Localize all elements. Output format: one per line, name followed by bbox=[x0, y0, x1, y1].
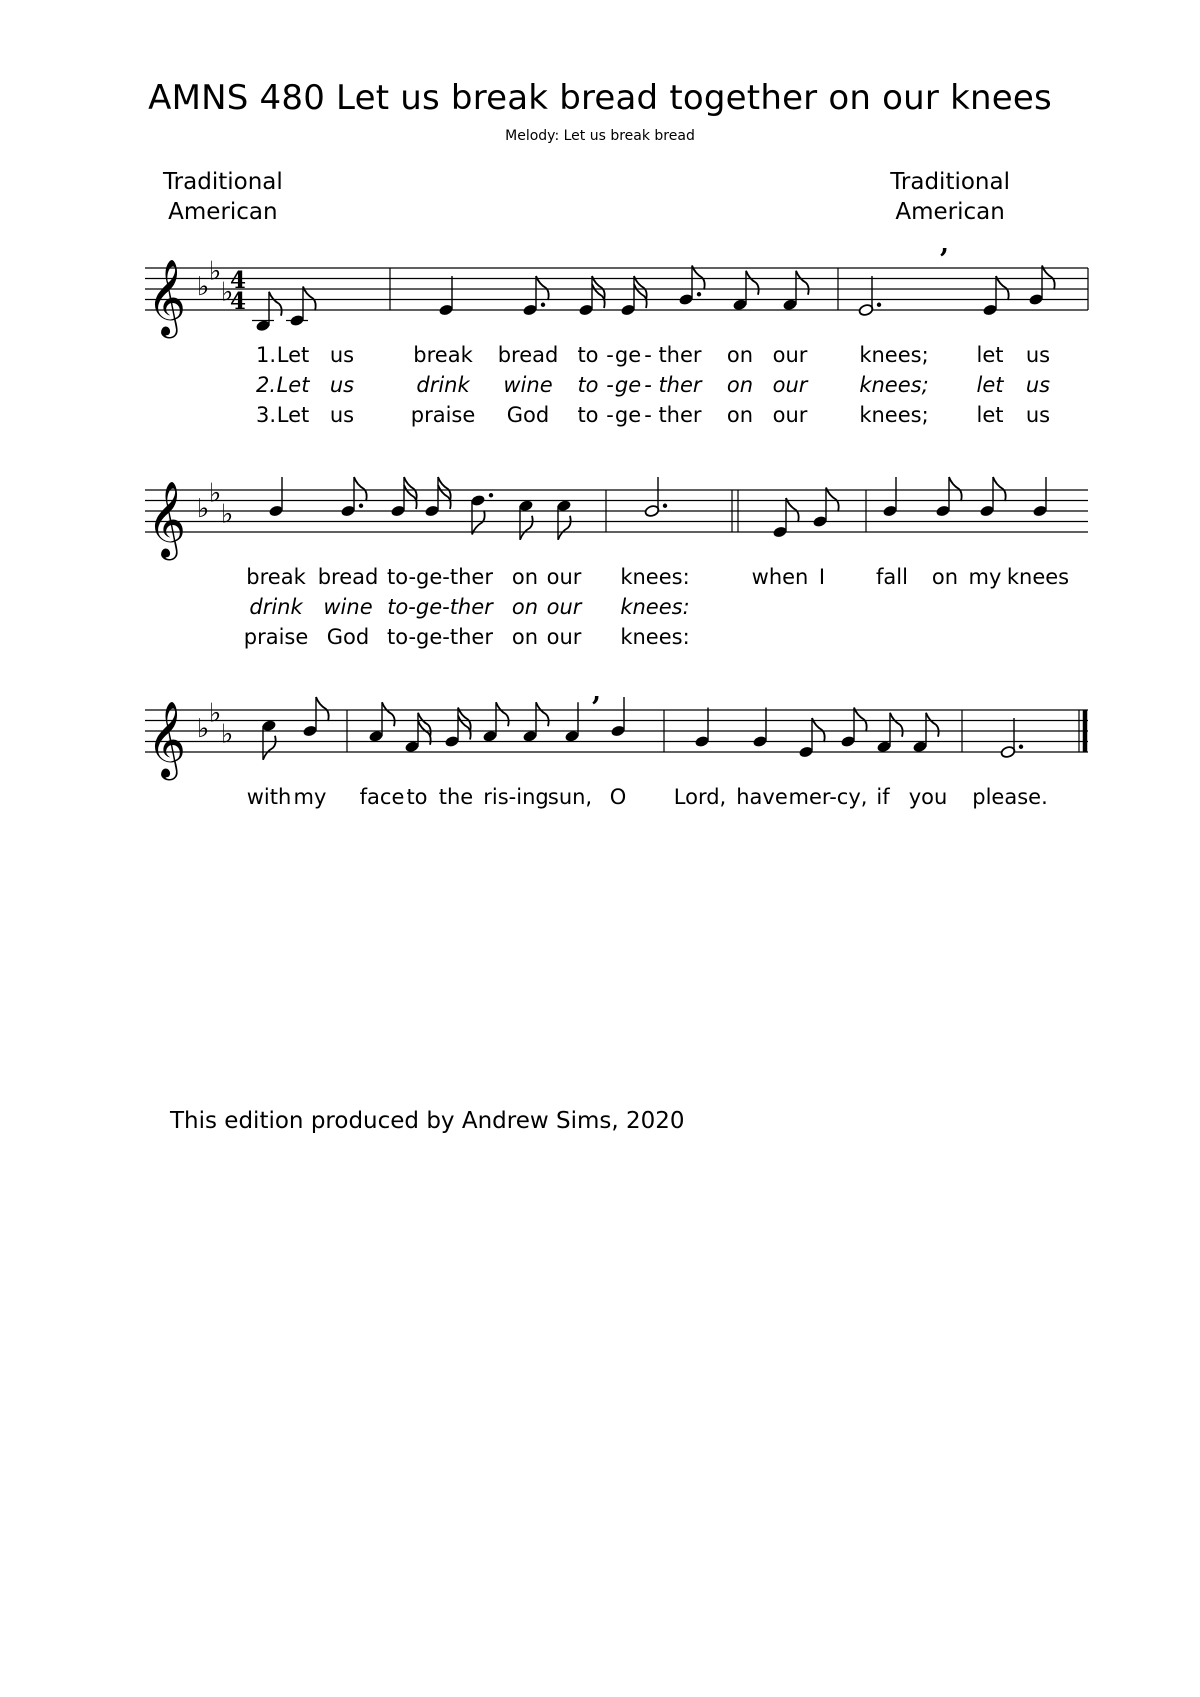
lyric: - bbox=[644, 343, 652, 367]
note-flag bbox=[303, 287, 316, 311]
note bbox=[1032, 477, 1048, 518]
lyric: sun, bbox=[547, 785, 593, 809]
lyric: us bbox=[329, 373, 355, 397]
lyric: please. bbox=[972, 785, 1048, 809]
note bbox=[286, 287, 316, 328]
lyric: knees; bbox=[859, 373, 929, 397]
lyric: knees; bbox=[859, 343, 929, 367]
note-flag bbox=[826, 488, 839, 512]
lyric: knees: bbox=[620, 595, 690, 619]
lyric: - bbox=[606, 403, 614, 427]
lyric: wine bbox=[323, 595, 373, 619]
lyric: praise bbox=[410, 403, 476, 427]
lyric: - bbox=[606, 373, 614, 397]
augmentation-dot bbox=[877, 303, 881, 307]
lyric: if bbox=[876, 785, 890, 809]
note-flag bbox=[536, 276, 549, 300]
augmentation-dot bbox=[359, 504, 363, 508]
lyric: us bbox=[1025, 373, 1051, 397]
note-flag bbox=[263, 736, 276, 760]
lyric: our bbox=[546, 625, 582, 649]
treble-clef: 𝄞 bbox=[147, 258, 187, 336]
lyric: to-ge-ther bbox=[387, 595, 493, 619]
lyric: I bbox=[818, 565, 826, 589]
lyric: Let bbox=[276, 373, 310, 397]
page-title: AMNS 480 Let us break bread together on our knees bbox=[148, 78, 1052, 118]
flat-sign: ♭ bbox=[209, 478, 222, 509]
flat-sign: ♭ bbox=[209, 256, 222, 287]
lyric: - bbox=[606, 343, 614, 367]
note bbox=[912, 713, 938, 754]
note bbox=[261, 719, 277, 760]
note-flag bbox=[890, 713, 903, 737]
lyric: on bbox=[511, 595, 539, 619]
note bbox=[252, 292, 282, 333]
lyric: knees: bbox=[620, 565, 690, 589]
lyric: - bbox=[644, 403, 652, 427]
note-flag bbox=[316, 697, 329, 721]
lyric: to bbox=[577, 373, 599, 397]
note bbox=[470, 493, 493, 534]
augmentation-dot bbox=[541, 303, 545, 307]
lyric: - bbox=[644, 373, 652, 397]
note bbox=[518, 499, 534, 540]
lyric: when bbox=[751, 565, 809, 589]
lyric: knees: bbox=[620, 625, 690, 649]
note-flag bbox=[786, 498, 799, 522]
lyric: face bbox=[359, 785, 405, 809]
melody-subtitle: Melody: Let us break bread bbox=[505, 128, 695, 144]
lyric: 2. bbox=[255, 373, 277, 397]
lyric: have bbox=[736, 785, 788, 809]
note-flag bbox=[993, 477, 1006, 501]
note bbox=[882, 477, 898, 518]
note bbox=[368, 702, 394, 743]
note bbox=[610, 697, 626, 738]
lyric: bread bbox=[497, 343, 559, 367]
flat-sign: ♭ bbox=[197, 272, 210, 302]
note bbox=[876, 713, 902, 754]
augmentation-dot bbox=[1019, 745, 1023, 749]
flat-sign: ♭ bbox=[197, 494, 210, 524]
note bbox=[752, 708, 768, 749]
note-flag bbox=[926, 713, 939, 737]
lyric: my bbox=[968, 565, 1002, 589]
composer-line-2: American bbox=[168, 199, 278, 225]
lyric: us bbox=[1025, 343, 1051, 367]
note-flag bbox=[746, 271, 759, 295]
lyric: to-ge-ther bbox=[387, 625, 493, 649]
note-flag bbox=[536, 702, 549, 726]
lyricist-line-1: Traditional bbox=[890, 169, 1010, 195]
note-flag bbox=[692, 266, 705, 290]
lyric: on bbox=[931, 565, 959, 589]
note-flag bbox=[558, 516, 571, 540]
lyric: on bbox=[726, 403, 754, 427]
lyric: Let bbox=[276, 343, 310, 367]
lyric: fall bbox=[876, 565, 908, 589]
note-flag bbox=[854, 708, 867, 732]
note-flag bbox=[996, 276, 1009, 300]
breath-mark: , bbox=[592, 677, 602, 707]
score-marks bbox=[147, 229, 1088, 780]
note bbox=[556, 499, 572, 540]
note-flag bbox=[472, 511, 485, 535]
lyric: on bbox=[511, 565, 539, 589]
lyric: to-ge-ther bbox=[387, 565, 493, 589]
lyric: our bbox=[546, 565, 582, 589]
lyric: the bbox=[438, 785, 474, 809]
lyric: on bbox=[511, 625, 539, 649]
lyric: Lord, bbox=[673, 785, 727, 809]
lyric: our bbox=[772, 373, 808, 397]
lyric: ris-ing bbox=[483, 785, 549, 809]
lyric: to bbox=[577, 343, 599, 367]
lyric: break bbox=[246, 565, 306, 589]
lyric: Let bbox=[276, 403, 310, 427]
lyric: to bbox=[577, 403, 599, 427]
lyric: with bbox=[246, 785, 292, 809]
note bbox=[268, 477, 284, 518]
edition-footer: This edition produced by Andrew Sims, 2020 bbox=[170, 1108, 685, 1134]
lyric: on bbox=[726, 343, 754, 367]
note bbox=[782, 271, 808, 312]
time-signature-top: 4 bbox=[229, 267, 247, 294]
lyric: God bbox=[326, 625, 370, 649]
note-flag bbox=[812, 718, 825, 742]
note bbox=[564, 702, 580, 743]
augmentation-dot bbox=[489, 493, 493, 497]
treble-clef: 𝄞 bbox=[147, 700, 187, 778]
lyric: mer-cy, bbox=[788, 785, 868, 809]
time-signature-bottom: 4 bbox=[229, 288, 247, 315]
lyric: let bbox=[976, 373, 1004, 397]
note bbox=[732, 271, 758, 312]
note-flag bbox=[1042, 266, 1055, 290]
flat-sign: ♭ bbox=[197, 714, 210, 744]
lyric: drink bbox=[249, 595, 303, 619]
treble-clef: 𝄞 bbox=[147, 480, 187, 558]
note bbox=[404, 713, 430, 754]
lyric: knees; bbox=[859, 403, 929, 427]
lyric: let bbox=[976, 343, 1004, 367]
note bbox=[522, 702, 548, 743]
lyric: ther bbox=[658, 343, 702, 367]
lyric: us bbox=[329, 403, 355, 427]
note bbox=[482, 702, 508, 743]
lyric: my bbox=[293, 785, 327, 809]
note-flag bbox=[520, 516, 533, 540]
flat-sign: ♭ bbox=[221, 719, 234, 750]
lyric: break bbox=[413, 343, 473, 367]
lyric: our bbox=[546, 595, 582, 619]
lyric: to bbox=[406, 785, 428, 809]
lyric: our bbox=[772, 403, 808, 427]
note-flag bbox=[496, 702, 509, 726]
lyric: ge bbox=[614, 373, 642, 397]
lyric: wine bbox=[503, 373, 553, 397]
flat-sign: ♭ bbox=[221, 499, 234, 530]
note-flag bbox=[796, 271, 809, 295]
lyric: drink bbox=[416, 373, 470, 397]
note-flag bbox=[354, 477, 367, 501]
lyric: ther bbox=[658, 403, 702, 427]
lyric: bread bbox=[317, 565, 379, 589]
lyricist-line-2: American bbox=[895, 199, 1005, 225]
lyric: ge bbox=[614, 403, 642, 427]
flat-sign: ♭ bbox=[221, 277, 234, 308]
note bbox=[694, 708, 710, 749]
lyric: O bbox=[609, 785, 627, 809]
lyric: ge bbox=[614, 343, 642, 367]
composer-line-1: Traditional bbox=[163, 169, 283, 195]
breath-mark: , bbox=[940, 229, 950, 259]
augmentation-dot bbox=[697, 292, 701, 296]
augmentation-dot bbox=[663, 504, 667, 508]
lyric: praise bbox=[243, 625, 309, 649]
note-flag bbox=[949, 477, 962, 501]
note-flag bbox=[382, 702, 395, 726]
note bbox=[438, 276, 454, 317]
lyric: ther bbox=[658, 373, 702, 397]
flat-sign: ♭ bbox=[209, 698, 222, 729]
lyric: 1. bbox=[255, 343, 277, 367]
lyric: knees bbox=[1006, 565, 1070, 589]
note-flag bbox=[269, 292, 282, 316]
lyric: on bbox=[726, 373, 754, 397]
lyric: let bbox=[976, 403, 1004, 427]
lyric: God bbox=[506, 403, 550, 427]
lyric: 3. bbox=[255, 403, 277, 427]
lyric: our bbox=[772, 343, 808, 367]
lyric: us bbox=[329, 343, 355, 367]
lyric: you bbox=[908, 785, 948, 809]
lyric: us bbox=[1025, 403, 1051, 427]
